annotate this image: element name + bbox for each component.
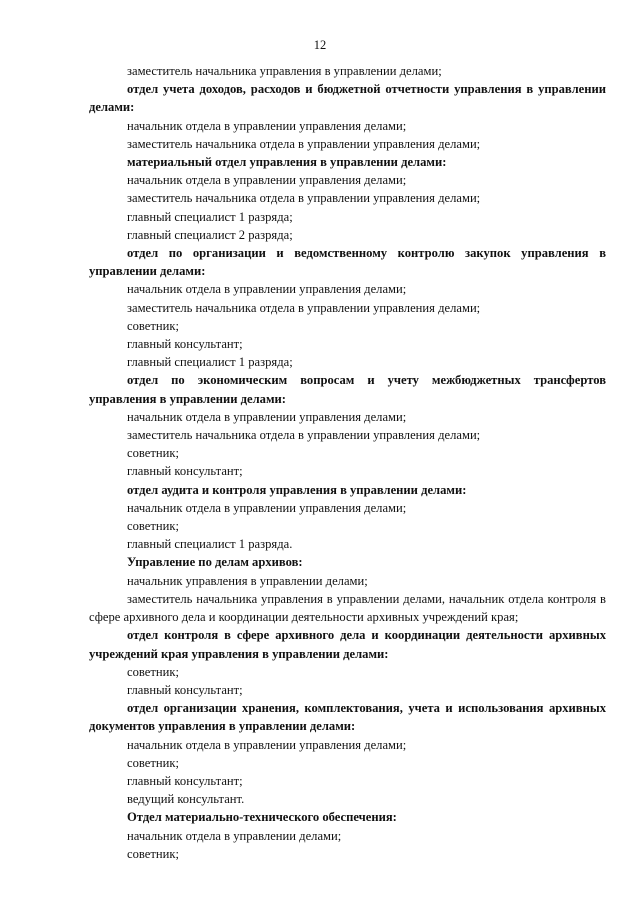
- list-item: советник;: [127, 519, 179, 534]
- list-item: советник;: [127, 664, 179, 679]
- list-item: главный консультант;: [127, 337, 243, 352]
- list-item: заместитель начальника отдела в управлении управления делами;: [127, 191, 481, 206]
- list-item: начальник отдела в управлении управления делами;: [127, 409, 407, 424]
- section-heading: отдел по организации и ведомственному контролю закупок управления в управлении делами:: [89, 246, 606, 279]
- list-item: главный специалист 1 разряда;: [127, 355, 293, 370]
- page-number: 12: [313, 38, 327, 52]
- list-item: начальник отдела в управлении делами;: [127, 828, 342, 843]
- list-item: советник;: [127, 755, 179, 770]
- list-item: заместитель начальника отдела в управлении управления делами;: [127, 428, 481, 443]
- list-item: главный специалист 1 разряда;: [127, 209, 293, 224]
- list-item: начальник отдела в управлении управления делами;: [127, 282, 407, 297]
- section-heading: отдел контроля в сфере архивного дела и координации деятельности архивных учреждений края управления в управлении делами:: [89, 628, 606, 661]
- list-item: начальник управления в управлении делами;: [127, 573, 368, 588]
- list-item: заместитель начальника управления в управлении делами;: [127, 64, 442, 78]
- section-heading: отдел по экономическим вопросам и учету межбюджетных трансфертов управления в управлении делами:: [89, 373, 606, 406]
- list-item: начальник отдела в управлении управления делами;: [127, 500, 407, 515]
- list-item: главный консультант;: [127, 773, 243, 788]
- list-item: главный консультант;: [127, 464, 243, 479]
- list-item: начальник отдела в управлении управления делами;: [127, 118, 407, 133]
- section-heading: отдел организации хранения, комплектования, учета и использования архивных документов управления в управлении делами:: [89, 701, 606, 734]
- section-heading: отдел учета доходов, расходов и бюджетной отчетности управления в управлении делами:: [89, 82, 606, 115]
- section-heading: Управление по делам архивов:: [127, 555, 303, 570]
- list-item: ведущий консультант.: [127, 792, 245, 807]
- section-heading: отдел аудита и контроля управления в управлении делами:: [127, 482, 467, 497]
- list-item: главный специалист 2 разряда;: [127, 227, 293, 242]
- document-body: [89, 62, 606, 863]
- paragraph: заместитель начальника управления в управлении делами, начальник отдела контроля в сфере архивного дела и координации деятельности архивных учреждений края;: [89, 591, 606, 625]
- list-item: советник;: [127, 846, 179, 861]
- section-heading: материальный отдел управления в управлении делами:: [127, 155, 447, 170]
- list-item: начальник отдела в управлении управления делами;: [127, 737, 407, 752]
- list-item: советник;: [127, 446, 179, 461]
- list-item: главный специалист 1 разряда.: [127, 537, 293, 552]
- list-item: советник;: [127, 318, 179, 333]
- list-item: начальник отдела в управлении управления делами;: [127, 173, 407, 188]
- list-item: заместитель начальника отдела в управлении управления делами;: [127, 300, 481, 315]
- list-item: главный консультант;: [127, 682, 243, 697]
- section-heading: Отдел материально-технического обеспечения:: [127, 810, 397, 825]
- list-item: заместитель начальника отдела в управлении управления делами;: [127, 136, 481, 151]
